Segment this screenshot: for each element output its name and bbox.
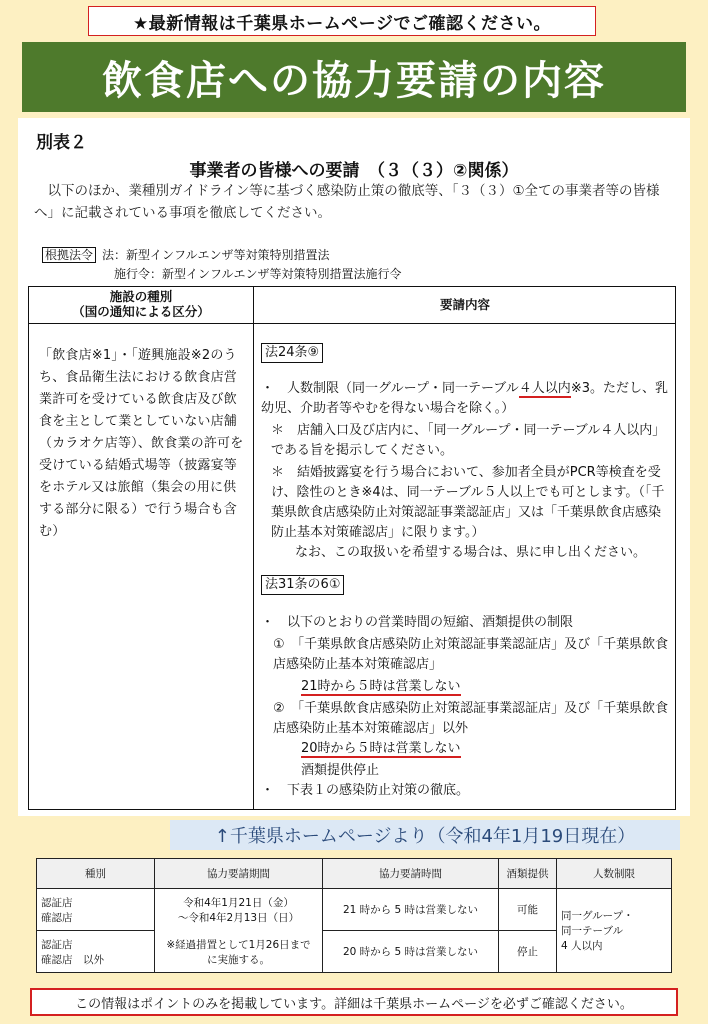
certified-store-hours: 21時から５時は営業しない [301, 679, 461, 694]
posting-note: ＊ 店舗入口及び店内に、「同一グループ・同一テーブル４人以内」である旨を掲示してください。 [271, 423, 666, 458]
header-time: 協力要請時間 [323, 859, 499, 889]
document-number: 別表２ [36, 133, 87, 153]
latest-info-notice: ★最新情報は千葉県ホームページでご確認ください。 [88, 6, 596, 36]
hours-limit-intro: ・ 以下のとおりの営業時間の短縮、酒類提供の制限 [261, 615, 574, 630]
row1-type: 認証店 確認店 [37, 889, 155, 931]
header-type: 種別 [37, 859, 155, 889]
legal-basis [42, 246, 402, 284]
row2-type: 認証店 確認店 以外 [37, 931, 155, 973]
law-article-31: 法31条の6① [261, 575, 344, 595]
other-store-hours: 20時から５時は営業しない [301, 741, 461, 756]
header-people-limit: 人数制限 [557, 859, 672, 889]
people-limit-request [261, 379, 671, 419]
document-intro: 以下のほか、業種別ガイドライン等に基づく感染防止策の徹底等、「３（３）①全ての事業者等の皆様へ」に記載されている事項を徹底してください。 [34, 183, 660, 221]
other-store-item: ② 「千葉県飲食店感染防止対策認証事業認証店」及び「千葉県飲食店感染防止基本対策確認店」以外 [273, 701, 669, 736]
facility-type-header-line2: （国の通知による区分） [72, 304, 210, 319]
people-limit-highlight: ４人以内 [518, 381, 571, 396]
request-table [28, 286, 676, 810]
facility-type-header [29, 289, 253, 319]
header-divider [29, 323, 675, 324]
row2-time: 20 時から 5 時は営業しない [323, 931, 499, 973]
wedding-note: ＊ 結婚披露宴を行う場合において、参加者全員がPCR等検査を受け、陰性のとき※4は、同一テーブル５人以上でも可とします。（「千葉県飲食店感染防止対策認証事業認証店」又は「千葉県飲食店感染防止基本対策確認店」に限ります。） [271, 465, 665, 540]
document-heading: 事業者の皆様への要請 （３（３）②関係） [189, 161, 519, 181]
legal-order: 施行令：新型インフルエンザ等対策特別措置法施行令 [114, 267, 402, 281]
header-alcohol: 酒類提供 [499, 859, 557, 889]
infection-measures-item: ・ 下表１の感染防止対策の徹底。 [261, 783, 470, 798]
law-article-24: 法24条⑨ [261, 343, 323, 363]
summary-header-row [37, 859, 672, 889]
request-content-header: 要請内容 [439, 297, 490, 312]
people-limit: 同一グループ・ 同一テーブル 4 人以内 [557, 889, 672, 973]
bottom-notice: この情報はポイントのみを掲載しています。詳細は千葉県ホームページを必ずご確認ください。 [30, 988, 678, 1016]
request-document [18, 118, 690, 816]
header-period: 協力要請期間 [155, 859, 323, 889]
people-limit-pre: ・ 人数制限（同一グループ・同一テーブル [261, 381, 519, 396]
facility-type-text: 「飲食店※1」・「遊興施設※2のうち、食品衛生法における飲食店営業許可を受けている飲食店及び飲食を主として業としていない店舗（カラオケ店等）、飲食業の許可を受けている結婚式場等（披露宴等をホテル又は旅館（集会の用に供する部分に限る）で行う場合も含む） [39, 348, 244, 539]
alcohol-stop: 酒類提供停止 [301, 763, 380, 778]
request-period: 令和4年1月21日（金） ～令和4年2月13日（日） ※経過措置として1月26日まで に実施する。 [155, 889, 323, 973]
column-divider [253, 287, 254, 809]
people-limit-post: ※3。ただし、乳幼児、介助者等やむを得ない場合を除く。） [261, 381, 668, 416]
row1-alcohol: 可能 [499, 889, 557, 931]
source-caption: ↑千葉県ホームページより（令和4年1月19日現在） [170, 820, 680, 850]
row1-time: 21 時から 5 時は営業しない [323, 889, 499, 931]
page-title: 飲食店への協力要請の内容 [22, 42, 686, 112]
legal-basis-tag: 根拠法令 [42, 247, 96, 263]
table-row [37, 889, 672, 931]
row2-alcohol: 停止 [499, 931, 557, 973]
certified-store-item: ① 「千葉県飲食店感染防止対策認証事業認証店」及び「千葉県飲食店感染防止基本対策確認店」 [273, 637, 669, 672]
summary-table [36, 858, 672, 973]
facility-type-header-line1: 施設の種別 [109, 289, 173, 304]
apply-note: なお、この取扱いを希望する場合は、県に申し出ください。 [295, 545, 647, 560]
legal-law: 法：新型インフルエンザ等対策特別措置法 [102, 248, 330, 262]
